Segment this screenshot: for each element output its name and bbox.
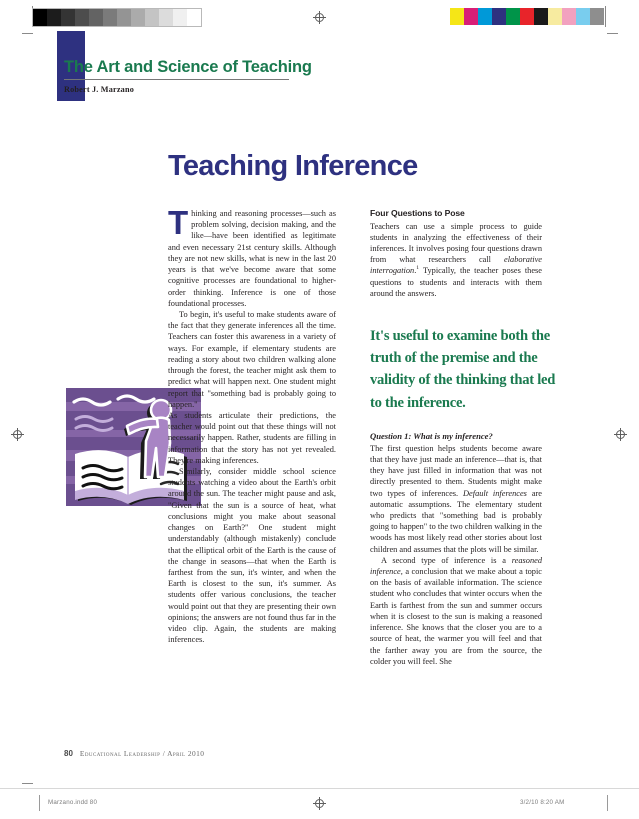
- paragraph: Similarly, consider middle school science students watching a video about the Earth's orbit around the sun. The teacher might pause and ask, "Given that the sun is a source of heat, what conclusions might you make about seasonal changes on Earth?" One student might understandably (although mistakenly) conclude that the elliptical orbit of the Earth is the cause of the change in seasons—that when the Earth is farthest from the sun, it's winter, and when the Earth is closest to the sun, it's summer. As students offer various conclusions, the teacher would point out that they are presenting their own opinions; the answers are not found thus far in the video clip. Again, the students are making inferences.: [168, 467, 336, 645]
- paragraph: To begin, it's useful to make students aware of the fact that they generate inferences all the time. Teachers can foster this awareness in a variety of ways. For example, if elementary students are reading a story about two children walking alone through the forest, the teacher might ask them to predict what will happen next. One student might report that "something bad is probably going to happen.": [168, 309, 336, 409]
- footnote-marker: .$^1$: [414, 265, 420, 276]
- term-default-inferences: Default inferences: [463, 488, 527, 498]
- q2-text-b: , a conclusion that we make about a topic on the basis of available information. The science student who concludes that winter occurs when the Earth is farthest from the sun and summer occurs when it is closest to the sun is making a reasoned inference. She knows that the closer you are to a source of heat, the warmer you will feel and that the farther away you are from the source, the colder you will feel. She: [370, 567, 542, 666]
- term-elaborative-interrogation: elaborative interrogation: [370, 255, 542, 276]
- slug-filename: Marzano.indd 80: [48, 799, 98, 806]
- department-header: [64, 58, 314, 94]
- question-heading: Question 1: What is my inference?: [370, 431, 493, 442]
- slug-timestamp: 3/2/10 8:20 AM: [520, 799, 565, 806]
- paragraph: [370, 443, 542, 555]
- page-number: 80: [64, 749, 73, 758]
- intro-text-b: Typically, the teacher poses these questions to students and interacts with them around the answers.: [370, 266, 542, 298]
- department-author: Robert J. Marzano: [64, 85, 135, 95]
- slug-rule-right: [607, 795, 608, 811]
- paragraph: Thinking and reasoning processes—such as problem solving, decision making, and the like—have been identified as legitimate and even necessary 21st century skills. Although they are not new skills, what is new in the last 20 years is that we've become aware that some cognitive processes are foundational to higher-order thinking. Inference is one of those foundational processes.: [168, 204, 336, 308]
- page-title: Teaching Inference: [168, 150, 418, 183]
- page-footer: [64, 749, 204, 758]
- illustration-text-wrap-spacer: [73, 410, 147, 558]
- q1-text-b: are automatic assumptions. The elementary student who predicts that "something bad is probably going to happen" to the two children walking in the woods has most likely read other stories about lost children and assumes that the plots will be similar.: [370, 488, 542, 554]
- pullquote: It's useful to examine both the truth of the premise and the validity of the thinking that led to the inference.: [370, 328, 556, 411]
- article-body-left-column: [168, 204, 336, 646]
- section-heading: Four Questions to Pose: [370, 208, 465, 218]
- publication-line: Educational Leadership / April 2010: [79, 749, 205, 758]
- article-body-right-column: [370, 208, 542, 667]
- paragraph: [370, 555, 542, 667]
- intro-text-a: Teachers can use a simple process to guide students in analyzing the effectiveness of their inferences. It involves posing four questions drawn from what researchers call: [370, 221, 542, 265]
- term-reasoned-inference: reasoned inference: [370, 555, 542, 577]
- paragraph: [370, 221, 542, 300]
- q1-text-a: The first question helps students become aware that they have just made an inference—that is, that they have just filled in information that was not directly presented to them. Students might make two types of inferences.: [370, 443, 542, 498]
- slug-rule-left: [39, 795, 40, 811]
- department-rule: [64, 79, 289, 80]
- q2-text-a: A second type of inference is a: [381, 555, 512, 565]
- department-title: The Art and Science of Teaching: [64, 58, 312, 76]
- paragraph: As students articulate their predictions, the teacher would point out that these things will not necessarily happen. Rather, students are filling in information that the story has not yet revealed. They're making inferences.: [168, 410, 336, 465]
